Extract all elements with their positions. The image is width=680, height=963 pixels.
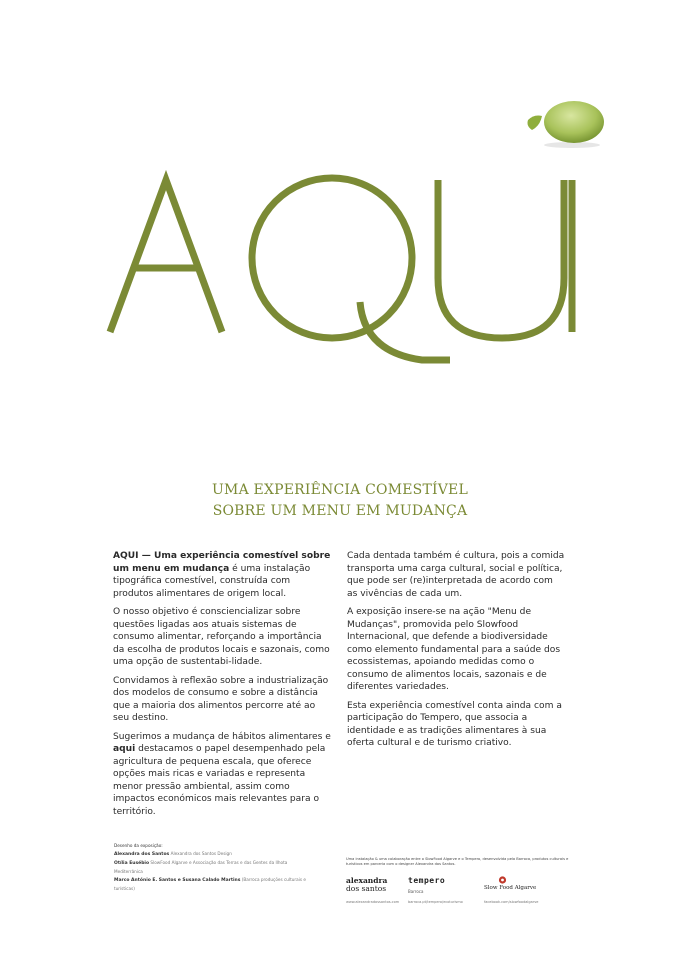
credit-role: Alexandra dos Santos Design xyxy=(170,851,232,856)
credit-role: SlowFood Algarve e Associação das Terras e das Gentes da Ilhota Mediterrânica xyxy=(114,860,288,874)
credit-line xyxy=(114,876,314,893)
credits-heading: Desenho da exposição: xyxy=(114,843,163,848)
credit-line xyxy=(114,850,314,859)
p4-before: Sugerimos a mudança de hábitos alimentares e xyxy=(113,731,331,742)
slowfood-url: facebook.com/slowfoodalgarve xyxy=(484,900,539,904)
subtitle-line-1: UMA EXPERIÊNCIA COMESTÍVEL xyxy=(212,482,468,498)
p4-bold: aqui xyxy=(113,744,136,754)
right-paragraph-2: A exposição insere-se na ação "Menu de Mudanças", promovida pelo Slowfood Internacional, que defende a biodiversidade como elemento fundamental para a saúde dos ecossistemas, apoiando medidas como o consumo de alimentos locais, sazonais e de diferentes variedades. xyxy=(347,607,561,692)
tempero-logo: tempero xyxy=(408,876,446,885)
partners-note: Uma instalação & uma colaboração entre o SlowFood Algarve e o Tempero, desenvolvida pela Barroca, produtos culturais e turísticos em parceria com o designer Alexandra dos Santos. xyxy=(346,857,569,866)
intro-bold: AQUI — Uma experiência comestível sobre um menu em mudança xyxy=(113,551,331,574)
credit-name: Alexandra dos Santos xyxy=(114,852,170,857)
fava-bean-image xyxy=(526,98,606,150)
credit-line xyxy=(114,859,314,876)
subtitle xyxy=(130,480,550,522)
intro-rest: é uma instalação tipográfica comestível, construída com produtos alimentares de origem local. xyxy=(113,563,311,599)
left-paragraph-4 xyxy=(113,731,331,819)
left-column xyxy=(113,550,331,824)
right-column xyxy=(347,550,565,756)
credits xyxy=(114,842,314,893)
ads-url: www.alexandradossantos.com xyxy=(346,900,400,904)
left-paragraph-1 xyxy=(113,550,331,600)
right-paragraph-1: Cada dentada também é cultura, pois a comida transporta uma carga cultural, social e política, que pode ser (re)interpretada de acordo com as vivências de cada um. xyxy=(347,551,565,599)
left-paragraph-2: O nosso objetivo é consciencializar sobre questões ligadas aos atuais sistemas de consumo alimentar, reforçando a importância da escolha de produtos locais e sazonais, como uma opção de sustentabi-lidade. xyxy=(113,607,330,667)
aqui-title-lettering xyxy=(102,150,592,370)
left-paragraph-3: Convidamos à reflexão sobre a industrialização dos modelos de consumo e sobre a distância que a maioria dos alimentos percorre até ao seu destino. xyxy=(113,675,329,723)
credit-name: Otília Eusébio xyxy=(114,861,150,866)
right-paragraph-3: Esta experiência comestível conta ainda com a participação do Tempero, que associa a identidade e as tradições alimentares à sua oferta cultural e de turismo criativo. xyxy=(347,700,562,748)
slowfood-logo: Slow Food Algarve xyxy=(484,885,537,891)
p4-after: destacamos o papel desempenhado pela agricultura de pequena escala, que oferece opções mais ricas e variadas e representa menor pressão ambiental, assim como impactos económicos mais relevantes para o território. xyxy=(113,744,326,817)
credit-role: (Barroca produções culturais e turísticas) xyxy=(114,877,306,891)
ads-logo-line-1: alexandra xyxy=(346,876,388,885)
slowfood-snail-icon xyxy=(498,876,507,884)
credit-name: Marco António E. Santos e Susana Calado Martins xyxy=(114,878,241,883)
barroca-logo: Barroca xyxy=(408,889,424,894)
subtitle-line-2: SOBRE UM MENU EM MUDANÇA xyxy=(212,503,468,519)
tempero-url: barroca.pt/tempero/ecoturismo xyxy=(408,900,463,904)
alexandra-dos-santos-logo xyxy=(346,877,387,892)
ads-logo-line-2: dos santos xyxy=(346,883,387,893)
